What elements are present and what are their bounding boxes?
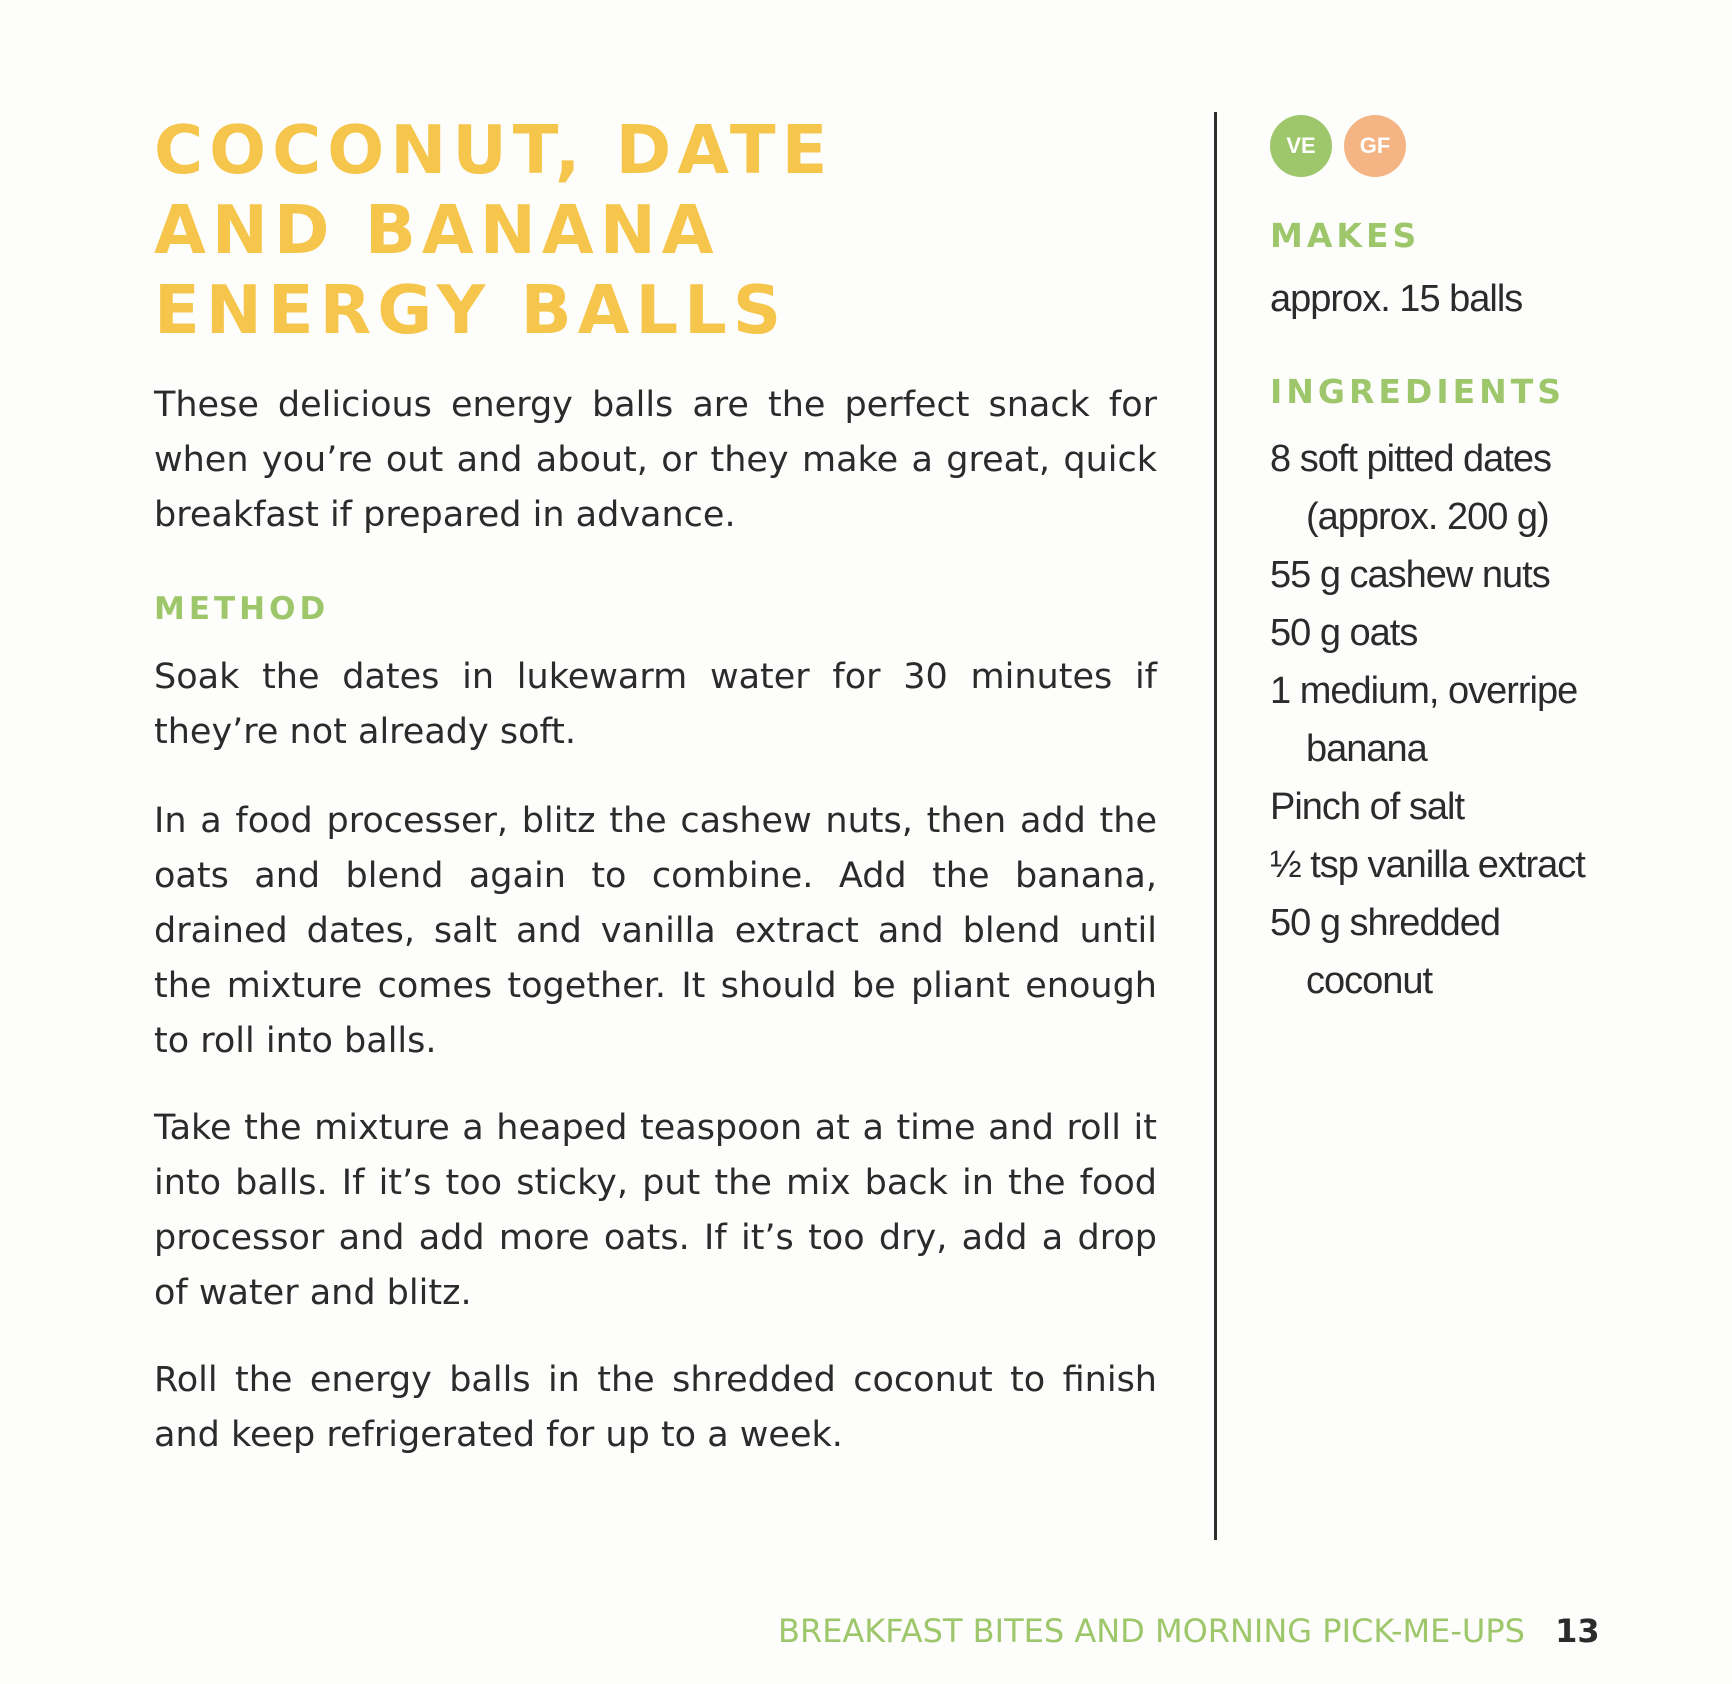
ingredient-item: 1 medium, overripe banana (1270, 670, 1578, 770)
ingredient-item: Pinch of salt (1270, 786, 1464, 828)
method-heading: METHOD (154, 591, 330, 627)
vegan-badge-icon: VE (1270, 115, 1332, 177)
ingredient-item: 50 g oats (1270, 612, 1418, 654)
title-line: AND BANANA (154, 191, 720, 269)
title-line: COCONUT, DATE (154, 111, 834, 189)
diet-badges (1270, 115, 1406, 177)
ingredients-heading: INGREDIENTS (1270, 372, 1566, 411)
ingredient-item: 8 soft pitted dates (approx. 200 g) (1270, 438, 1551, 538)
footer-section-title: BREAKFAST BITES AND MORNING PICK-ME-UPS (778, 1612, 1525, 1650)
ingredient-item: ½ tsp vanilla extract (1270, 844, 1585, 886)
makes-heading: MAKES (1270, 216, 1421, 255)
column-divider (1214, 112, 1217, 1540)
ingredient-item: 50 g shredded coconut (1270, 902, 1500, 1002)
gluten-free-badge-icon: GF (1344, 115, 1406, 177)
method-step: Roll the energy balls in the shredded coconut to finish and keep refrigerated for up to a week. (154, 1360, 1157, 1455)
page-number: 13 (1555, 1612, 1600, 1650)
makes-value: approx. 15 balls (1270, 278, 1523, 320)
title-line: ENERGY BALLS (154, 271, 788, 349)
ingredient-list (1270, 430, 1610, 1010)
method-step: In a food processer, blitz the cashew nuts, then add the oats and blend again to combine. Add the banana, drained dates, salt and vanilla extract and blend until the mixture comes together. It should be pliant enough to roll into balls. (154, 801, 1157, 1061)
page-footer (778, 1612, 1600, 1650)
method-step: Soak the dates in lukewarm water for 30 minutes if they’re not already soft. (154, 657, 1157, 752)
ingredient-item: 55 g cashew nuts (1270, 554, 1550, 596)
recipe-intro: These delicious energy balls are the perfect snack for when you’re out and about, or they make a great, quick breakfast if prepared in advance. (154, 385, 1157, 535)
method-step: Take the mixture a heaped teaspoon at a time and roll it into balls. If it’s too sticky, put the mix back in the food processor and add more oats. If it’s too dry, add a drop of water and blitz. (154, 1108, 1157, 1313)
recipe-title (154, 110, 1054, 350)
